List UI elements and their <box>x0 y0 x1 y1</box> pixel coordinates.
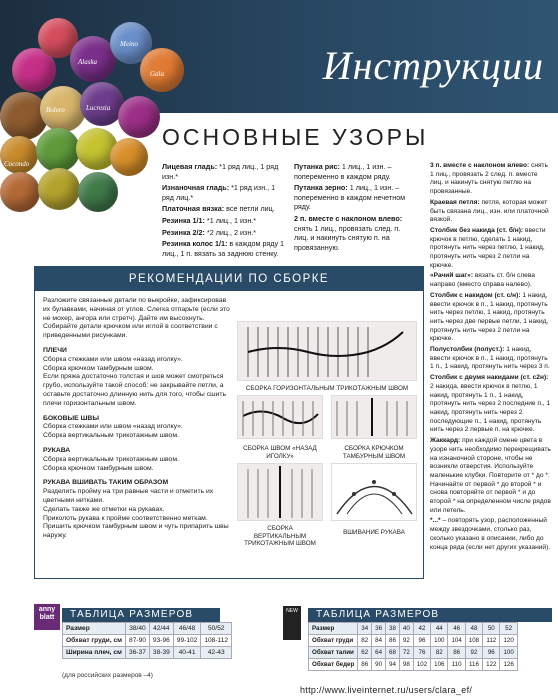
pattern-entry: Лицевая гладь: *1 ряд лиц., 1 ряд изн.* <box>162 162 279 181</box>
pattern-entry: Полустолбик (полуст.): 1 накид, ввести крючок в п., 1 накид, протянуть 1 п., 1 накид, протянуть нить через 3 п. <box>430 346 550 371</box>
brand-logo: NEW <box>283 606 301 640</box>
pattern-entry: Резинка 2/2: *2 лиц., 2 изн.* <box>162 227 257 237</box>
table-row: Обхват груди 82 84 86 92 96 100 104 108 112 120 <box>309 635 518 647</box>
pattern-entry: Краевая петля: петля, которая может быть связана лиц., изн. или платочной вязкой. <box>430 198 549 224</box>
watermark-url: http://www.liveinternet.ru/users/clara_ef/ <box>300 685 473 695</box>
table-title: ТАБЛИЦА РАЗМЕРОВ <box>308 608 552 622</box>
vertical-seam-drawing <box>238 464 322 520</box>
section-line: Если пряжа достаточно толстая и шов может смотреться грубо, используйте такой способ: не закрывайте петли, а оставьте достаточно длинную нить для того, чтобы сшить плечи горизонтальным швом. <box>43 373 227 407</box>
yarn-ball-image <box>36 128 80 172</box>
table-row: Обхват бедер 86 90 94 98 102 106 110 116 122 126 <box>309 659 518 671</box>
section-line: Сборка крючком тамбурным швом. <box>43 364 154 372</box>
yarn-ball-image <box>0 172 40 212</box>
section-line: Пришить крючком тамбурным швом и чуть припарить швы наружу. <box>43 523 229 540</box>
table-row: Обхват талии 62 64 68 72 76 82 86 92 96 100 <box>309 647 518 659</box>
pattern-entry: Резинка 1/1: *1 лиц., 1 изн.* <box>162 215 257 225</box>
table-row: Размер 34 36 38 40 42 44 46 48 50 52 <box>309 623 518 635</box>
crochet-drawing <box>332 396 416 438</box>
section-line: Сборка стежками или швом «назад иголку». <box>43 355 183 363</box>
illustration-caption: СБОРКА ГОРИЗОНТАЛЬНЫМ ТРИКОТАЖНЫМ ШВОМ <box>245 385 409 392</box>
yarn-ball-image <box>0 136 38 174</box>
size-table <box>62 622 232 659</box>
section-heading: ПЛЕЧИ <box>43 346 67 354</box>
section-line: Сборка вертикальным трикотажным швом. <box>43 432 179 440</box>
pattern-entry: 2 п. вместе с наклоном влево: снять 1 лиц., провязать след. п. лиц. и накинуть снятую п. на провязанную. <box>294 213 403 252</box>
assembly-panel <box>34 266 424 579</box>
yarn-ball-image <box>38 168 80 210</box>
pattern-entry: Столбик с двумя накидами (ст. с2н): 2 накида, ввести крючок в петлю, 1 накид, протянуть 1 п., 1 накид, протянуть нить через 2 последние п., 1 накид, протянуть нить через 2 последующие п., 1 накид, протянуть нить через 2 первые п. на крючке. <box>430 374 551 434</box>
text-column-2 <box>294 162 414 254</box>
pattern-entry: Столбик без накида (ст. б/н): ввести крючок в петлю, сделать 1 накид, протянуть нить через петлю, 1 накид, протянуть нить через 2 петли на крючке. <box>430 226 546 269</box>
section-line: Сборка вертикальным трикотажным швом. <box>43 455 179 463</box>
illustration-caption: СБОРКА КРЮЧКОМ ТАМБУРНЫМ ШВОМ <box>342 445 406 460</box>
section-heading: РУКАВА <box>43 446 71 454</box>
pattern-entry: Изнаночная гладь: *1 ряд изн., 1 ряд лиц.* <box>162 183 276 202</box>
pattern-entry: «Рачий шаг»: вязать ст. б/н слева направо (вместо справа налево). <box>430 272 535 289</box>
size-table <box>308 622 518 671</box>
pattern-entry: Платочная вязка: все петли лиц. <box>162 204 275 214</box>
page-title: Инструкции <box>322 43 544 88</box>
sleeve-drawing <box>332 464 416 520</box>
size-table-2 <box>308 608 552 671</box>
section-line: Разделить пройму на три равные части и отметить их цветными нитками. <box>43 488 214 504</box>
panel-title: РЕКОМЕНДАЦИИ ПО СБОРКЕ <box>35 267 423 291</box>
table-title: ТАБЛИЦА РАЗМЕРОВ <box>62 608 220 622</box>
pattern-entry: Путанка зерно: 1 лиц., 1 изн. – попеременно в каждом нечетном ряду. <box>294 183 406 212</box>
yarn-label: Alaska <box>78 58 98 66</box>
section-line: Сборка стежками или швом «назад иголку». <box>43 423 183 431</box>
sleeve-insertion-illustration <box>331 463 417 521</box>
pattern-entry: Резинка колос 1/1: в каждом ряду 1 лиц., 1 п. вязать за заднюю стенку. <box>162 239 285 258</box>
yarn-label: Cocondo <box>4 160 30 168</box>
anny-blatt-logo: anny blatt <box>34 604 60 630</box>
yarn-label: Gala <box>150 70 164 78</box>
yarn-label: Bolero <box>46 106 65 114</box>
illustration-caption: ВШИВАНИЕ РУКАВА <box>343 529 405 536</box>
yarn-ball-image <box>118 96 160 138</box>
illustration-caption: СБОРКА ШВОМ «НАЗАД ИГОЛКУ» <box>243 445 317 460</box>
section-title: ОСНОВНЫЕ УЗОРЫ <box>162 124 429 150</box>
section-line: Сделать также же отметки на рукавах. <box>43 505 165 513</box>
table-row: Обхват груди, см 87-90 93-96 99-102 108-112 <box>63 635 232 647</box>
pattern-entry: Столбик с накидом (ст. с/н): 1 накид, ввести крючок в п., 1 накид, протянуть нить через петлю, 1 накид, протянуть нить через две первые петли, 1 накид, протянуть нить через 2 петли на крючке. <box>430 291 549 343</box>
table-note: (для российских размеров –4) <box>62 672 153 679</box>
table-row: Размер 38/40 42/44 46/48 50/52 <box>63 623 232 635</box>
section-line: Сборка крючком тамбурным швом. <box>43 464 154 472</box>
pattern-entry: *...* – повторять узор, расположенный между звездочками, столько раз, сколько указано в описании, либо до конца ряда (если нет других указаний). <box>430 517 551 551</box>
panel-body <box>43 297 231 541</box>
section-line: Приколоть рукава к пройме соответственно меткам. <box>43 514 208 522</box>
section-heading: РУКАВА ВШИВАТЬ ТАКИМ ОБРАЗОМ <box>43 479 169 487</box>
pattern-entry: 3 п. вместе с наклоном влево: снять 1 лиц., провязать 2 след. п. вместе лиц. и накинуть снятую петлю на провязанные. <box>430 162 548 196</box>
crochet-seam-illustration <box>331 395 417 439</box>
illustration-caption: СБОРКА ВЕРТИКАЛЬНЫМ ТРИКОТАЖНЫМ ШВОМ <box>244 525 316 548</box>
backstitch-illustration <box>237 395 323 439</box>
text-column-1 <box>162 162 286 260</box>
panel-intro: Разложите связанные детали по выкройке, зафиксировав их булавками, начиная от углов. Слегка отпарьте (если это не мохер, ангора или стретч). Дайте им высохнуть. Собирайте детали крючком или иглой в соответствии с приведенными рисунками. <box>43 297 230 340</box>
section-heading: БОКОВЫЕ ШВЫ <box>43 414 99 422</box>
vertical-seam-illustration <box>237 463 323 521</box>
backstitch-drawing <box>238 396 322 438</box>
yarn-label: Meino <box>120 40 138 48</box>
pattern-entry: Путанка рис: 1 лиц., 1 изн. – попеременно в каждом ряду. <box>294 162 392 181</box>
yarn-ball-image <box>110 138 148 176</box>
yarn-ball-image <box>78 172 118 212</box>
table-row: Ширина плеч, см 36-37 38-39 40-41 42-43 <box>63 647 232 659</box>
size-table-1 <box>62 608 229 659</box>
knit-stitch-drawing <box>238 322 416 380</box>
text-column-3 <box>430 162 552 554</box>
pattern-entry: Жаккард: при каждой смене цвета в узоре нить необходимо перекрещивать на изнаночной стороне, чтобы не возникли отверстия. Используйте маленькие клубки. Повторите от * до *. Начинайте от первой * до второй * и снова повторяйте от первой * и до второй * на определенном числе рядов или петель. <box>430 437 551 514</box>
yarn-label: Lucrezia <box>86 104 111 112</box>
horizontal-seam-illustration <box>237 321 417 381</box>
